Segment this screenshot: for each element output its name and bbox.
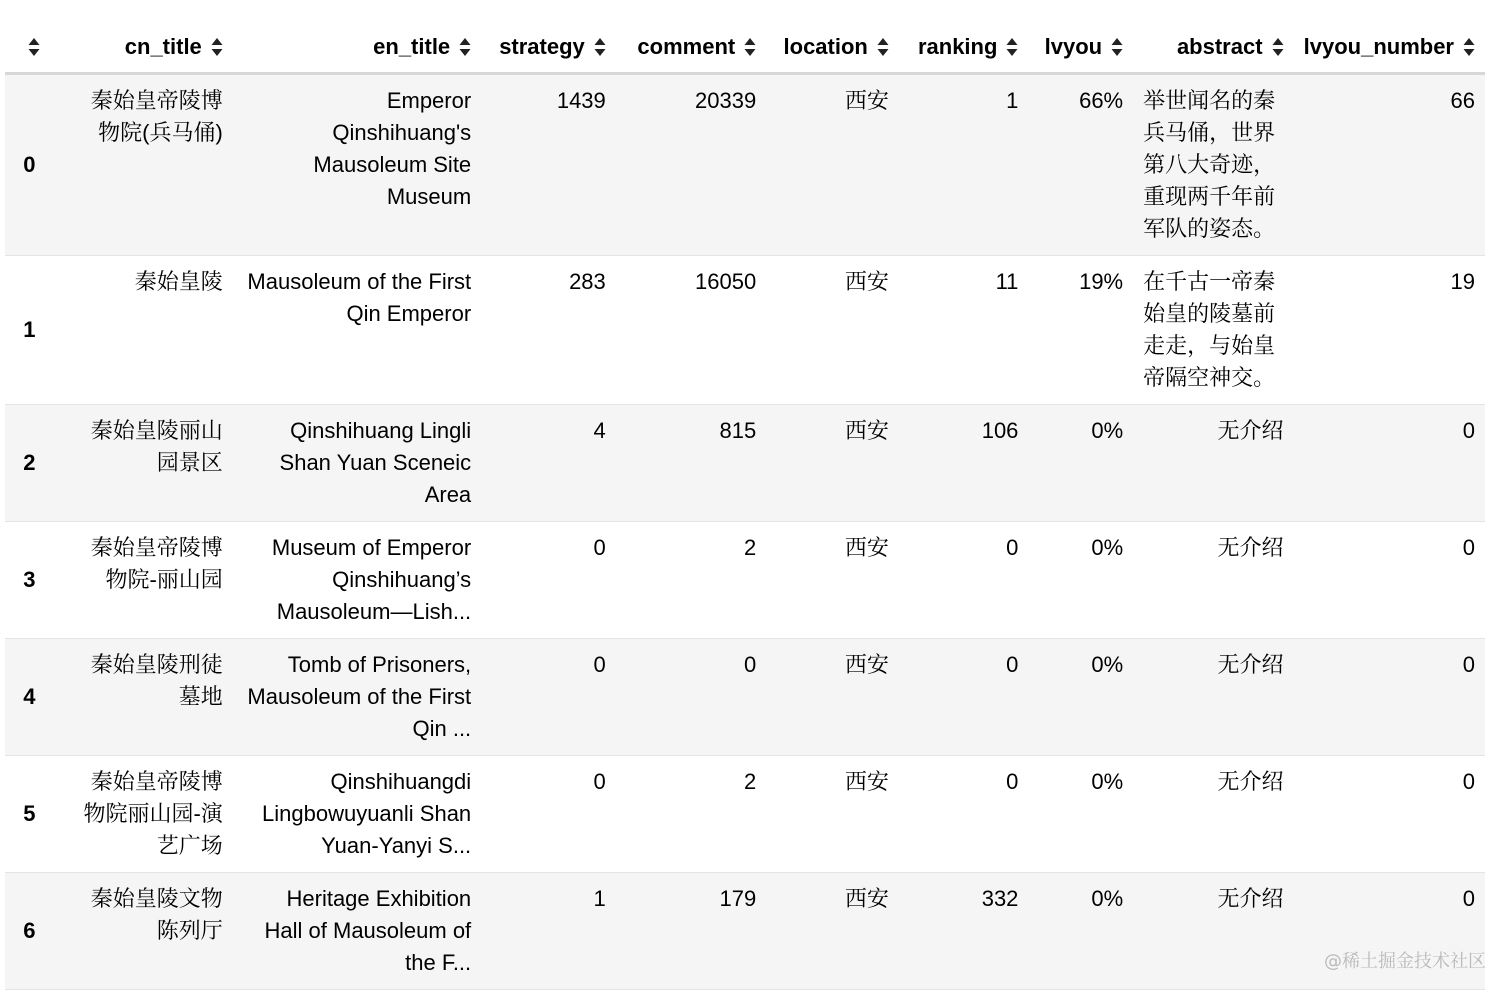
cell-line: 物院丽山园-演 [83,801,223,826]
header-ranking[interactable] [899,22,1029,74]
cell-abstract [1133,639,1293,756]
header-cn-title[interactable] [54,22,233,74]
sort-toggle-icon[interactable] [459,37,471,57]
cell-ranking: 1 [899,74,1029,256]
header-label: en_title [373,34,451,59]
cell-en-title [233,405,481,522]
cell-line: 物院(兵马俑) [98,120,223,145]
header-row [5,22,1485,74]
cell-cn-title [54,756,233,873]
table-body [5,74,1485,990]
cell-cn-title [54,522,233,639]
cell-line: Emperor [386,88,472,113]
cell-line: 墓地 [178,684,223,709]
cell-strategy: 283 [481,256,616,405]
cell-line: 秦始皇帝陵博 [90,769,223,794]
cell-line: 秦始皇陵刑徒 [90,652,223,677]
sort-toggle-icon[interactable] [211,37,223,57]
cell-lvyou-number: 0 [1294,639,1485,756]
sort-toggle-icon[interactable] [1006,37,1018,57]
cell-comment: 815 [616,405,766,522]
cell-line: Qinshihuang’s [332,567,472,592]
cell-line: Yuan-Yanyi S... [321,833,472,858]
cell-line: 举世闻名的秦 [1143,88,1276,113]
sort-toggle-icon[interactable] [1463,37,1475,57]
header-location[interactable] [766,22,899,74]
cell-line: Hall of Mausoleum of [264,918,472,943]
cell-line: 无介绍 [1217,535,1284,560]
row-index: 2 [5,405,54,522]
cell-comment: 2 [616,522,766,639]
cell-line: Shan Yuan Sceneic [279,450,472,475]
cell-line: Mausoleum of the First [247,269,472,294]
cell-location: 西安 [766,256,899,405]
cell-location: 西安 [766,756,899,873]
cell-abstract [1133,873,1293,990]
table-row [5,639,1485,756]
sort-toggle-icon[interactable] [594,37,606,57]
cell-comment: 16050 [616,256,766,405]
cell-location: 西安 [766,522,899,639]
cell-line: 无介绍 [1217,652,1284,677]
cell-lvyou-number: 19 [1294,256,1485,405]
cell-line: 陈列厅 [156,918,223,943]
cell-abstract [1133,756,1293,873]
table-row [5,873,1485,990]
cell-line: Qinshihuang's [332,120,472,145]
cell-en-title [233,756,481,873]
cell-strategy: 1439 [481,74,616,256]
cell-en-title [233,74,481,256]
header-strategy[interactable] [481,22,616,74]
cell-line: Qinshihuang Lingli [290,418,472,443]
header-comment[interactable] [616,22,766,74]
table-row [5,256,1485,405]
row-index: 3 [5,522,54,639]
cell-line: 无介绍 [1217,769,1284,794]
cell-line: Lingbowuyuanli Shan [262,801,472,826]
cell-line: 兵马俑，世界 [1143,120,1276,145]
header-label: lvyou [1044,34,1103,59]
cell-lvyou: 0% [1028,756,1133,873]
header-label: strategy [499,34,585,59]
cell-location: 西安 [766,639,899,756]
header-label: abstract [1176,34,1263,59]
cell-comment: 179 [616,873,766,990]
cell-location: 西安 [766,405,899,522]
cell-lvyou: 0% [1028,522,1133,639]
sort-toggle-icon[interactable] [877,37,889,57]
table-row [5,756,1485,873]
cell-line: Qin Emperor [346,301,472,326]
cell-en-title [233,873,481,990]
cell-abstract [1133,405,1293,522]
cell-ranking: 0 [899,522,1029,639]
cell-line: 在千古一帝秦 [1143,269,1276,294]
cell-ranking: 332 [899,873,1029,990]
cell-line: 军队的姿态。 [1143,216,1276,241]
cell-ranking: 11 [899,256,1029,405]
sort-toggle-icon[interactable] [1272,37,1284,57]
cell-ranking: 0 [899,639,1029,756]
cell-line: 秦始皇陵 [134,269,223,294]
cell-location: 西安 [766,873,899,990]
cell-ranking: 0 [899,756,1029,873]
cell-comment: 20339 [616,74,766,256]
cell-lvyou-number: 0 [1294,405,1485,522]
cell-lvyou-number: 0 [1294,522,1485,639]
cell-en-title [233,256,481,405]
cell-lvyou: 0% [1028,639,1133,756]
header-abstract[interactable] [1133,22,1293,74]
cell-line: Qinshihuangdi [330,769,472,794]
cell-cn-title [54,405,233,522]
header-en-title[interactable] [233,22,481,74]
cell-line: 秦始皇帝陵博 [90,535,223,560]
cell-line: 秦始皇陵文物 [90,886,223,911]
cell-line: Museum [386,184,472,209]
cell-line: 物院-丽山园 [105,567,223,592]
cell-lvyou-number: 0 [1294,756,1485,873]
cell-lvyou: 0% [1028,873,1133,990]
row-index: 6 [5,873,54,990]
row-index: 5 [5,756,54,873]
cell-line: the F... [405,950,472,975]
table-row [5,522,1485,639]
cell-strategy: 0 [481,522,616,639]
cell-line: 走走，与始皇 [1143,333,1276,358]
cell-lvyou: 19% [1028,256,1133,405]
cell-strategy: 0 [481,639,616,756]
cell-strategy: 0 [481,756,616,873]
cell-line: 园景区 [156,450,223,475]
cell-lvyou-number: 66 [1294,74,1485,256]
cell-cn-title [54,873,233,990]
header-label: location [783,34,868,59]
sort-toggle-icon[interactable] [28,37,40,57]
cell-cn-title [54,74,233,256]
cell-line: Museum of Emperor [271,535,472,560]
cell-en-title [233,522,481,639]
cell-ranking: 106 [899,405,1029,522]
row-index: 0 [5,74,54,256]
header-label: cn_title [124,34,202,59]
cell-line: Mausoleum—Lish... [276,599,472,624]
header-label: ranking [917,34,998,59]
cell-line: Mausoleum Site [313,152,472,177]
cell-line: Heritage Exhibition [286,886,472,911]
cell-comment: 0 [616,639,766,756]
cell-location: 西安 [766,74,899,256]
cell-line: Tomb of Prisoners, [287,652,472,677]
cell-line: 无介绍 [1217,418,1284,443]
cell-strategy: 4 [481,405,616,522]
cell-lvyou: 0% [1028,405,1133,522]
cell-abstract [1133,522,1293,639]
sort-toggle-icon[interactable] [744,37,756,57]
cell-en-title [233,639,481,756]
watermark: @稀土掘金技术社区 [1324,951,1486,972]
cell-strategy: 1 [481,873,616,990]
header-label: lvyou_number [1303,34,1454,59]
cell-comment: 2 [616,756,766,873]
cell-line: 重现两千年前 [1143,184,1276,209]
cell-line: 始皇的陵墓前 [1143,301,1276,326]
cell-line: 无介绍 [1217,886,1284,911]
cell-line: Area [424,482,472,507]
cell-line: Qin ... [412,716,472,741]
cell-line: 秦始皇帝陵博 [90,88,223,113]
sort-toggle-icon[interactable] [1111,37,1123,57]
table-row [5,405,1485,522]
cell-line: 秦始皇陵丽山 [90,418,223,443]
header-lvyou[interactable] [1028,22,1133,74]
row-index: 1 [5,256,54,405]
cell-line: 帝隔空神交。 [1143,365,1276,390]
cell-abstract [1133,256,1293,405]
cell-line: Mausoleum of the First [247,684,472,709]
cell-lvyou-number: 0 [1294,873,1485,990]
cell-cn-title [54,639,233,756]
header-lvyou-number[interactable] [1294,22,1485,74]
cell-cn-title [54,256,233,405]
cell-lvyou: 66% [1028,74,1133,256]
table-row [5,74,1485,256]
dataframe-table [5,22,1485,990]
header-index[interactable] [5,22,54,74]
row-index: 4 [5,639,54,756]
header-label: comment [637,34,736,59]
cell-line: 第八大奇迹， [1143,152,1276,177]
cell-line: 艺广场 [156,833,223,858]
cell-abstract [1133,74,1293,256]
